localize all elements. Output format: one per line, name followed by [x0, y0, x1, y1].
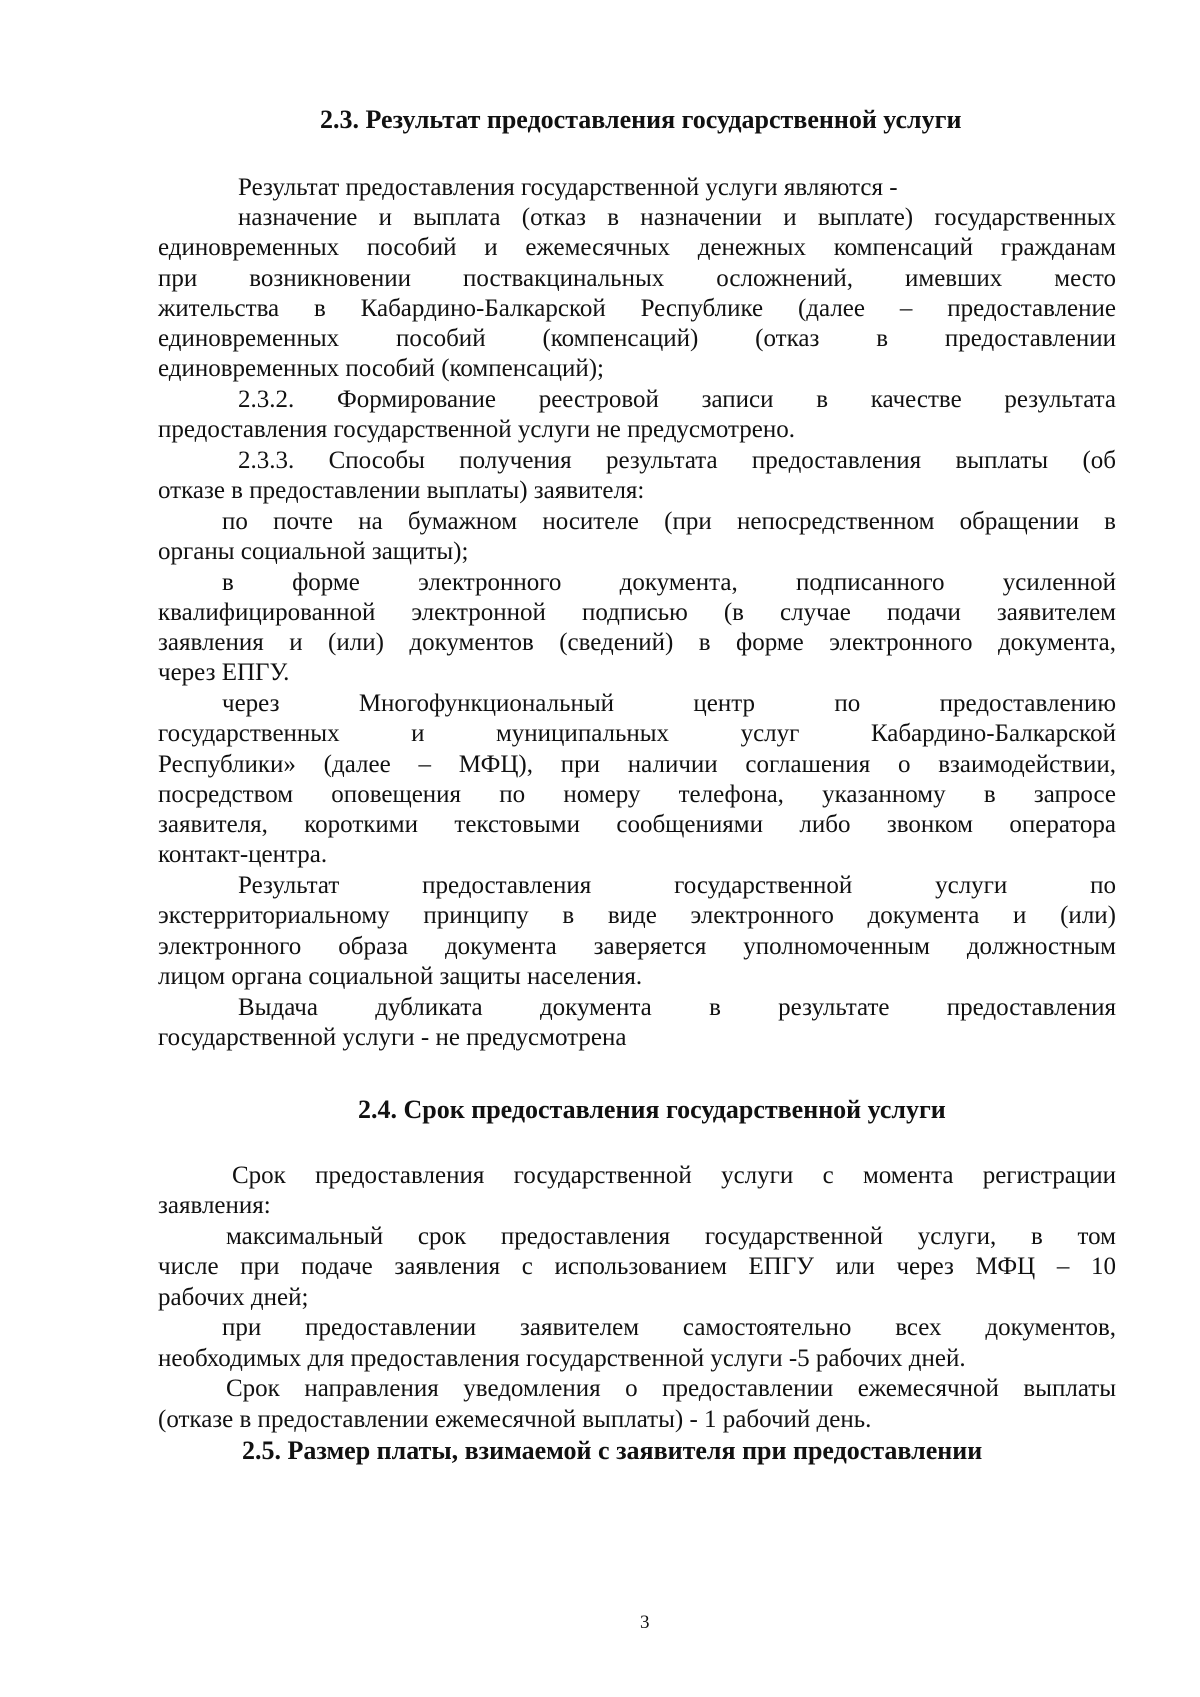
paragraph-line: в форме электронного документа, подписанного усиленной — [222, 569, 1116, 596]
paragraph-line: заявителя, короткими текстовыми сообщениями либо звонком оператора — [158, 811, 1116, 838]
paragraph-line: заявления: — [158, 1192, 271, 1219]
paragraph-line: Срок предоставления государственной услуги с момента регистрации — [232, 1162, 1116, 1189]
paragraph-line: квалифицированной электронной подписью (в случае подачи заявителем — [158, 599, 1116, 626]
page-number: 3 — [640, 1612, 650, 1633]
paragraph-line: через ЕПГУ. — [158, 659, 290, 686]
paragraph-line: Результат предоставления государственной услуги по — [238, 872, 1116, 899]
paragraph-line: электронного образа документа заверяется уполномоченным должностным — [158, 933, 1116, 960]
paragraph-line: максимальный срок предоставления государственной услуги, в том — [226, 1223, 1116, 1250]
paragraph-line: необходимых для предоставления государственной услуги -5 рабочих дней. — [158, 1345, 966, 1372]
heading-section-2-3: 2.3. Результат предоставления государственной услуги — [320, 105, 962, 134]
paragraph-line: посредством оповещения по номеру телефона, указанному в запросе — [158, 781, 1116, 808]
paragraph-line: рабочих дней; — [158, 1284, 309, 1311]
paragraph-line: единовременных пособий (компенсаций) (отказ в предоставлении — [158, 325, 1116, 352]
paragraph-line: Срок направления уведомления о предоставлении ежемесячной выплаты — [226, 1375, 1116, 1402]
paragraph-line: при возникновении поствакцинальных осложнений, имевших место — [158, 265, 1116, 292]
paragraph-line: при предоставлении заявителем самостоятельно всех документов, — [222, 1314, 1116, 1341]
paragraph-line: единовременных пособий и ежемесячных денежных компенсаций гражданам — [158, 234, 1116, 261]
heading-section-2-4: 2.4. Срок предоставления государственной услуги — [358, 1095, 946, 1124]
paragraph-line: (отказе в предоставлении ежемесячной выплаты) - 1 рабочий день. — [158, 1406, 872, 1433]
paragraph-line: Выдача дубликата документа в результате предоставления — [238, 994, 1116, 1021]
paragraph-line: государственной услуги - не предусмотрена — [158, 1024, 627, 1051]
paragraph-line: Результат предоставления государственной услуги являются - — [238, 174, 898, 201]
heading-section-2-5: 2.5. Размер платы, взимаемой с заявителя при предоставлении — [242, 1436, 983, 1465]
paragraph-line: назначение и выплата (отказ в назначении и выплате) государственных — [238, 204, 1116, 231]
paragraph-line: 2.3.3. Способы получения результата предоставления выплаты (об — [238, 447, 1116, 474]
paragraph-line: числе при подаче заявления с использованием ЕПГУ или через МФЦ – 10 — [158, 1253, 1116, 1280]
paragraph-line: отказе в предоставлении выплаты) заявителя: — [158, 477, 645, 504]
paragraph-line: экстерриториальному принципу в виде электронного документа и (или) — [158, 902, 1116, 929]
paragraph-line: жительства в Кабардино-Балкарской Республике (далее – предоставление — [158, 295, 1116, 322]
paragraph-line: органы социальной защиты); — [158, 538, 469, 565]
paragraph-line: лицом органа социальной защиты населения. — [158, 963, 643, 990]
paragraph-line: через Многофункциональный центр по предоставлению — [222, 690, 1116, 717]
paragraph-line: 2.3.2. Формирование реестровой записи в качестве результата — [238, 386, 1116, 413]
paragraph-line: единовременных пособий (компенсаций); — [158, 355, 604, 382]
paragraph-line: предоставления государственной услуги не предусмотрено. — [158, 416, 795, 443]
paragraph-line: по почте на бумажном носителе (при непосредственном обращении в — [222, 508, 1116, 535]
paragraph-line: контакт-центра. — [158, 841, 328, 868]
paragraph-line: Республики» (далее – МФЦ), при наличии соглашения о взаимодействии, — [158, 751, 1116, 778]
paragraph-line: заявления и (или) документов (сведений) в форме электронного документа, — [158, 629, 1116, 656]
paragraph-line: государственных и муниципальных услуг Кабардино-Балкарской — [158, 720, 1116, 747]
